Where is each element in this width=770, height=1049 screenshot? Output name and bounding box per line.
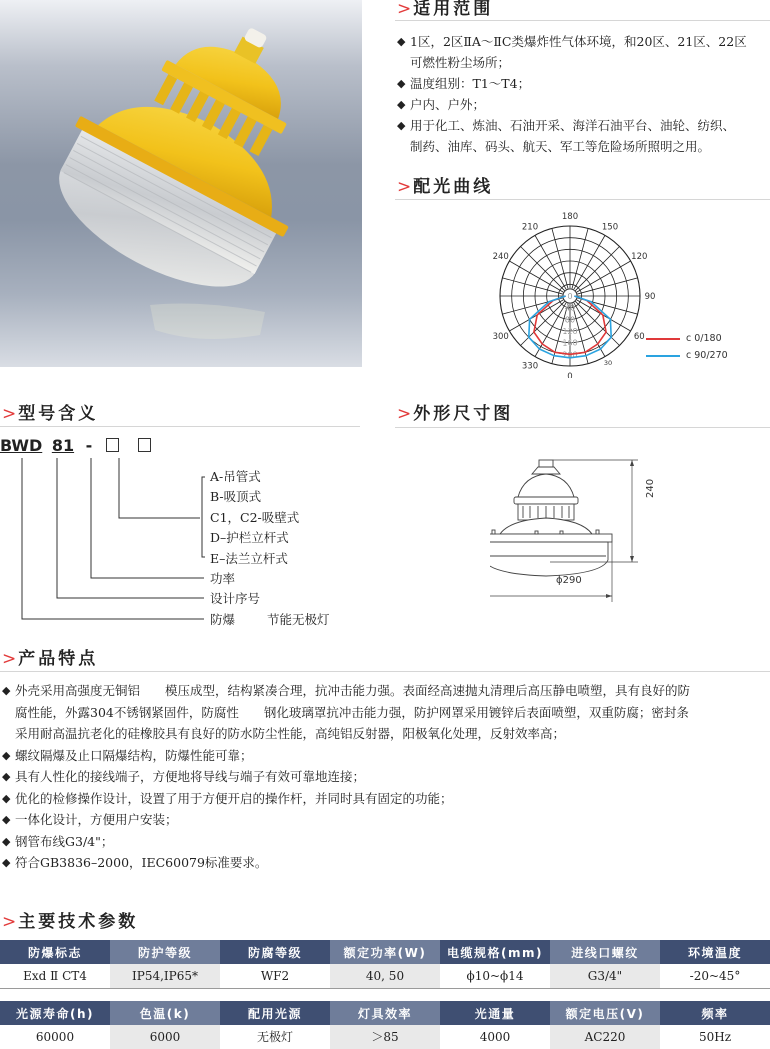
- scope-item: ◆ 户内、户外；: [397, 94, 770, 115]
- diamond-bullet-icon: ◆: [2, 856, 11, 869]
- section-arrow-icon: >: [2, 649, 17, 669]
- model-series: 81: [51, 436, 75, 455]
- svg-text:330: 330: [521, 361, 539, 372]
- spec-header: 光源寿命(h): [0, 1001, 110, 1025]
- mount-placeholder-box: [138, 438, 151, 452]
- scope-item-continuation: 可燃性粉尘场所；: [410, 55, 511, 70]
- spec-header: 额定电压(V): [550, 1001, 660, 1025]
- legend-item-c0: c 0/180: [646, 330, 728, 347]
- section-divider: [0, 671, 770, 672]
- series-label: 设计序号: [210, 591, 261, 606]
- spec-value: -20~45°: [660, 964, 770, 988]
- section-divider: [395, 20, 770, 21]
- scope-item: ◆ 用于化工、炼油、石油开采、海洋石油平台、油轮、纺织、: [397, 115, 770, 136]
- power-label: 功率: [210, 571, 236, 586]
- spec-value: 40, 50: [330, 964, 440, 988]
- section-divider: [395, 199, 770, 200]
- svg-text:0: 0: [567, 292, 573, 301]
- features-list: [2, 680, 770, 874]
- diamond-bullet-icon: ◆: [2, 748, 11, 762]
- section-arrow-icon: >: [397, 404, 412, 424]
- spec-value: 无极灯: [220, 1025, 330, 1049]
- spec-value: 6000: [110, 1025, 220, 1049]
- section-title-scope: > 适用范围: [397, 0, 494, 19]
- spec-value: ＞85: [330, 1025, 440, 1049]
- lamp-illustration: [0, 0, 362, 367]
- mount-option-b: B-吸顶式: [210, 489, 262, 504]
- spec-header: 防爆标志: [0, 940, 110, 964]
- spec-table-header-row: [0, 1001, 770, 1025]
- section-arrow-icon: >: [2, 404, 17, 424]
- section-title-light-curve: > 配光曲线: [397, 177, 494, 197]
- spec-header: 电缆规格(mm): [440, 940, 550, 964]
- section-divider: [395, 427, 770, 428]
- section-title-specs: > 主要技术参数: [2, 912, 139, 932]
- scope-item: ◆ 温度组别：T1～T4；: [397, 73, 770, 94]
- mount-option-a: A-吊管式: [210, 469, 261, 484]
- spec-value: 50Hz: [660, 1025, 770, 1049]
- spec-table-value-row: [0, 1025, 770, 1049]
- feature-item: ◆ 钢管布线G3/4"；: [2, 831, 770, 853]
- red-line-swatch-icon: [646, 338, 680, 340]
- diamond-bullet-icon: ◆: [2, 813, 11, 826]
- svg-text:200: 200: [562, 350, 578, 360]
- dimension-drawing: [490, 450, 690, 605]
- spec-value: G3/4": [550, 964, 660, 988]
- spec-table-2: [0, 1001, 770, 1049]
- diamond-bullet-icon: ◆: [2, 834, 11, 848]
- feature-item: ◆ 优化的检修操作设计，设置了用于方便开启的操作杆，并同时具有固定的功能；: [2, 788, 770, 810]
- spec-value: IP54,IP65*: [110, 964, 220, 988]
- svg-text:120: 120: [562, 327, 578, 336]
- section-title-model: > 型号含义: [2, 404, 99, 424]
- feature-item: ◆ 符合GB3836–2000，IEC60079标准要求。: [2, 852, 770, 874]
- diamond-bullet-icon: ◆: [397, 98, 406, 111]
- svg-text:150: 150: [601, 222, 619, 233]
- section-arrow-icon: >: [397, 0, 412, 19]
- spec-table-header-row: [0, 940, 770, 964]
- spec-header: 频率: [660, 1001, 770, 1025]
- spec-header: 防护等级: [110, 940, 220, 964]
- model-prefix: BWD: [0, 436, 43, 455]
- spec-table-value-row: [0, 964, 770, 988]
- power-placeholder-box: [106, 438, 119, 452]
- section-divider: [0, 426, 360, 427]
- spec-header: 色温(k): [110, 1001, 220, 1025]
- product-photo: [0, 0, 362, 367]
- scope-item: ◆ 1区，2区ⅡA～ⅡC类爆炸性气体环境，和20区、21区、22区: [397, 31, 770, 52]
- feature-item: ◆ 一体化设计，方便用户安装；: [2, 809, 770, 831]
- svg-text:60: 60: [633, 332, 645, 342]
- type-label-explosion-proof: 防爆: [210, 612, 236, 627]
- section-arrow-icon: >: [397, 177, 412, 197]
- spec-value: 60000: [0, 1025, 110, 1049]
- svg-text:210: 210: [521, 222, 539, 233]
- spec-header: 光通量: [440, 1001, 550, 1025]
- feature-item: ◆ 具有人性化的接线端子，方便地将导线与端子有效可靠地连接；: [2, 766, 770, 788]
- diameter-dimension-label: ϕ290: [556, 575, 582, 586]
- spec-header: 灯具效率: [330, 1001, 440, 1025]
- diamond-bullet-icon: ◆: [397, 119, 406, 132]
- svg-text:90: 90: [644, 292, 656, 302]
- section-title-dimensions: > 外形尺寸图: [397, 404, 514, 424]
- legend-item-c90: c 90/270: [646, 347, 728, 364]
- svg-text:300: 300: [492, 332, 509, 342]
- diamond-bullet-icon: ◆: [397, 77, 406, 90]
- spec-value: AC220: [550, 1025, 660, 1049]
- svg-text:0: 0: [567, 372, 573, 378]
- spec-value: 4000: [440, 1025, 550, 1049]
- feature-item: ◆ 螺纹隔爆及止口隔爆结构，防爆性能可靠；: [2, 745, 770, 767]
- spec-header: 防腐等级: [220, 940, 330, 964]
- model-code: [0, 436, 151, 455]
- spec-header: 配用光源: [220, 1001, 330, 1025]
- chart-legend: [646, 330, 728, 364]
- mount-option-d: D–护栏立杆式: [210, 530, 289, 545]
- diamond-bullet-icon: ◆: [2, 770, 11, 783]
- scope-list: [397, 31, 770, 157]
- diamond-bullet-icon: ◆: [397, 35, 406, 48]
- mount-option-c: C1，C2-吸壁式: [210, 510, 300, 525]
- type-label-electrodeless: 节能无极灯: [267, 612, 330, 627]
- spec-value: Exd Ⅱ CT4: [0, 964, 110, 988]
- spec-header: 进线口螺纹: [550, 940, 660, 964]
- svg-text:40: 40: [564, 303, 576, 313]
- diamond-bullet-icon: ◆: [2, 684, 11, 697]
- spec-value: WF2: [220, 964, 330, 988]
- model-dash: -: [85, 436, 93, 455]
- diamond-bullet-icon: ◆: [2, 791, 11, 805]
- mount-option-e: E–法兰立杆式: [210, 551, 288, 566]
- svg-text:180: 180: [561, 212, 579, 222]
- blue-line-swatch-icon: [646, 355, 680, 357]
- section-arrow-icon: >: [2, 912, 17, 932]
- spec-value: ϕ10~ϕ14: [440, 964, 550, 988]
- scope-item-continuation: 制药、油库、码头、航天、军工等危险场所照明之用。: [410, 139, 711, 154]
- svg-text:120: 120: [631, 252, 648, 262]
- svg-text:30: 30: [603, 358, 613, 367]
- spec-header: 环境温度: [660, 940, 770, 964]
- spec-table-1: [0, 940, 770, 989]
- svg-text:240: 240: [492, 252, 509, 262]
- model-connector-lines: [0, 455, 210, 635]
- height-dimension-label: 240: [645, 478, 656, 498]
- polar-light-distribution-chart: [470, 210, 670, 378]
- feature-item: ◆ 外壳采用高强度无铜铝 模压成型，结构紧凑合理，抗冲击能力强。表面经高速抛丸清理后高压静电喷塑，具有良好的防 腐性能，外露304不锈钢紧固件，防腐性 钢化玻璃罩抗冲击能力强，防护网罩采用镀锌后表面喷塑，双重防腐；密封条 采用耐高温抗老化的硅橡胶具有良好的防水防尘性能，高纯铝反射器，阳极氧化处理，反射效率高；: [2, 680, 770, 745]
- spec-header: 额定功率(W): [330, 940, 440, 964]
- svg-text:160: 160: [562, 338, 578, 348]
- section-title-features: > 产品特点: [2, 649, 99, 669]
- svg-text:80: 80: [564, 315, 576, 325]
